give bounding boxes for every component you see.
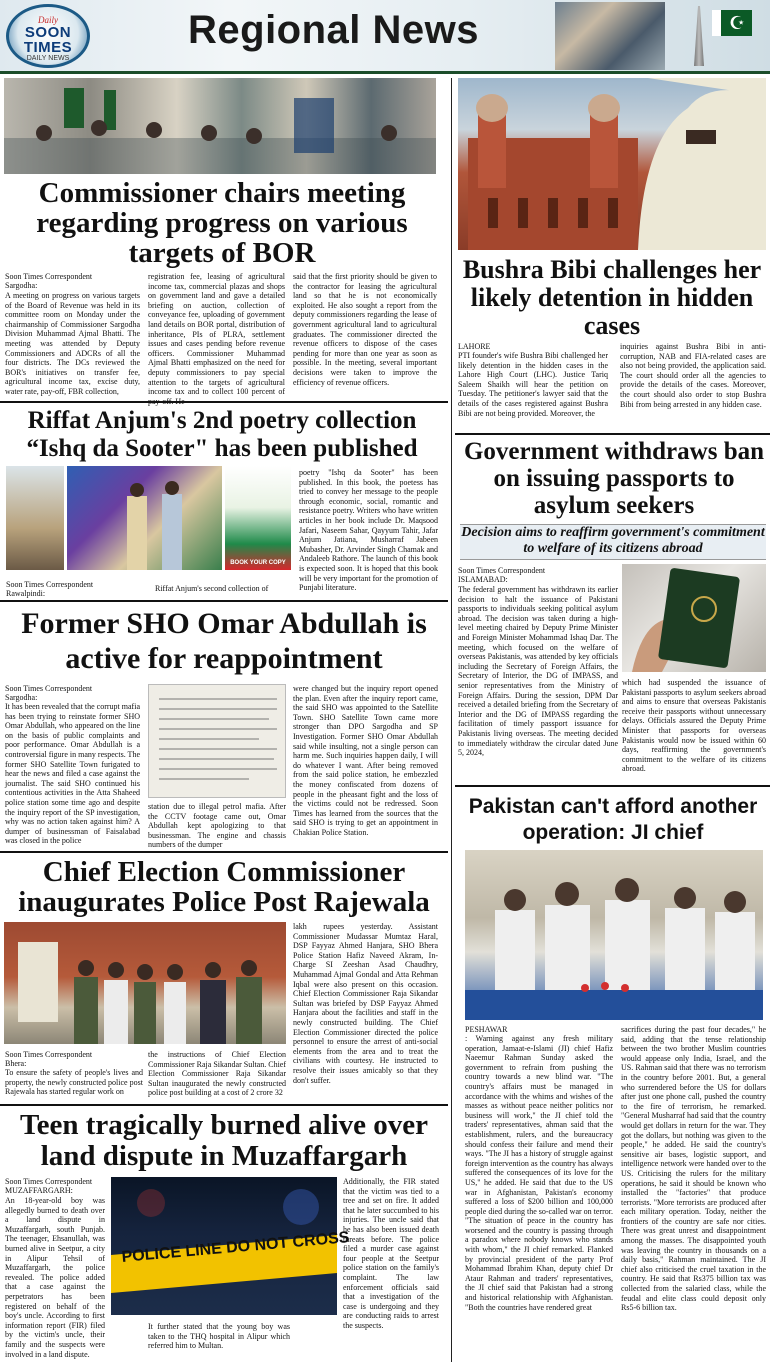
page-title: Regional News bbox=[188, 8, 480, 52]
section-rule bbox=[455, 785, 770, 787]
bushra-headline: Bushra Bibi challenges her likely detention in hidden cases bbox=[462, 255, 762, 340]
passports-headline: Government withdraws ban on issuing passports to asylum seekers bbox=[463, 438, 764, 519]
jamaat-col-2: sacrifices during the past four decades," he said, adding that the tense relationship between the two brother Muslim countries would appease only India, Israel, and the US. Rahman said that there was no terrorism in the country before 2001. But, a general who surrendered before the US for dollars after just one phone call, pushed the country to the fire of terrorism, he remarked. "General Musharraf had said that the country would get dollars in return for the war. They got the dollars, but nothing was given to the people," he added. He said the country's sensitive air bases, logistic support, and intelligence network were handed over to the US. Criticising the rulers for the military operations, he said it should be known who installed the "factories" that produce terrorists. "More terrorists are produced after each military operation. Today, neither the frontiers of the country are safe nor cities. There was great unrest and disappointment among the masses. The disappointed youth was leaving the country in thousands on a daily basis," Rahman maintained. The JI chief also criticised the cruel taxation in the country. He said that Rs375 billion tax was collected from the salaried class, while the feudal and elite class could deposit only Rs5-6 billion tax. bbox=[621, 1025, 766, 1313]
teen-col-2: It further stated that the young boy was taken to the THQ hospital in Alipur which referred him to Multan. bbox=[148, 1322, 290, 1351]
riffat-byline: Soon Times Correspondent bbox=[6, 580, 94, 589]
commissioner-meeting-photo bbox=[4, 78, 436, 174]
logo-daily-text: Daily bbox=[38, 15, 58, 25]
election-col-3: lakh rupees yesterday. Assistant Commissioner Mudassar Mumtaz Haral, DSP Fayyaz Ahmed Hanjara, SHO Bhera Police Station Hafiz Naveed Akram, In-Charge SI Zeeshan Asad Chaudhry, Muhammad Ajmal Gondal and Atta Rehman Iqbal were also present on this occasion. Chief Election Commissioner Raja Sikandar Sultan was briefed by DSP Fayyaz Ahmed Hanjara about the facilities and staff in the newly constructed building. The Chief Election Commissioner directed the police personnel to ensure the arrest of anti-social elements from the area and to treat the civilians with courtesy. He instructed to resolve their issues amicably so that they don't suffer. bbox=[293, 922, 438, 1085]
passports-byline: Soon Times Correspondent bbox=[458, 566, 546, 575]
section-rule bbox=[0, 401, 448, 403]
teen-headline: Teen tragically burned alive over land dispute in Muzaffargarh bbox=[19, 1109, 429, 1172]
sho-headline: Former SHO Omar Abdullah is active for reappointment bbox=[21, 607, 427, 675]
soon-times-logo bbox=[6, 4, 90, 68]
teen-col-3: Additionally, the FIR stated that the victim was tied to a tree and set on fire. It added that he later succumbed to his injuries. The uncle said that he has also been issued death threats before. The police filed a murder case against four people at the Seetpur police station on the family's complaint. The law enforcement officials said that a investigation of the case is undergoing and they are conducting raids to arrest the suspects. bbox=[343, 1177, 439, 1330]
commissioner-col-2: registration fee, leasing of agricultural income tax, commercial plazas and shops on government land and gave a detailed briefing on auction, collection of conveyance fee, uploading of government land details on BOR portal, distribution of inheritance, PIs of PLRA, settlement issues and cases pending before revenue officers. Commissioner Muhammad Ajmal Bhatti emphasized on the need for deputy commissioners to pay special attention to the targets of agricultural income tax and to collect 100 percent of bbox=[148, 272, 285, 397]
bushra-col-1: PTI founder's wife Bushra Bibi challenged her likely detention in the hidden cases in the Lahore High Court (LHC). Justice Tariq Saleem Shaikh will hear the petition on Tuesday. The petitioner's lawyer said that the details of the cases registered against Bushra Bibi are not being provided. Moreover, the bbox=[458, 351, 608, 418]
ji-press-conference-photo bbox=[465, 850, 763, 1020]
logo-tagline: DAILY NEWS bbox=[26, 55, 70, 62]
column-divider bbox=[451, 78, 452, 1362]
book-launch-photo bbox=[67, 466, 222, 570]
teen-dateline: MUZAFFARGARH: bbox=[5, 1186, 73, 1195]
sho-byline: Soon Times Correspondent bbox=[5, 684, 93, 693]
section-rule bbox=[0, 600, 448, 602]
inquiry-document-photo bbox=[148, 684, 286, 798]
sho-col-1: It has been revealed that the corrupt mafia has been trying to reinstate former SHO Omar Abdullah, who appeared on the line on the basis of public complaints and poor performance. Omar Abdullah is a controversial figure in many respects. The former SHO Satellite Town furigated to hear the news and filed a case against the journalist. The said SHO continued his contentious activities in the Atta Shaheed police station some time ago and despite the inquiry report of the SP investigation, why was no action taken against him? A dumper of businessman of Faisalabad was closed in the police bbox=[5, 702, 140, 846]
police-tape-text: POLICE LINE DO NOT CROSS bbox=[121, 1229, 351, 1266]
bushra-col-2: inquiries against Bushra Bibi in anti-corruption, NAB and FIA-related cases are also not being provided, the application said. The court should order all the agencies to provide the details of the cases. Moreover, the court should also order to stop Bushra Bibi from being arrested in any hidden case. bbox=[620, 342, 766, 409]
masthead-banner bbox=[0, 0, 770, 74]
election-dateline: Bhera: bbox=[5, 1059, 27, 1068]
passport-photo bbox=[622, 564, 766, 672]
pakistan-flag-icon bbox=[712, 10, 752, 36]
passports-dateline: ISLAMABAD: bbox=[458, 575, 508, 584]
poetess-photo bbox=[6, 466, 64, 570]
commissioner-col-3: said that the first priority should be given to the contractor for leasing the agricultural land so that he is not economically exploited. He also sought a report from the deputy commissioners regarding the lease of government agricultural land to agricultural graduates. The commissioner directed the revenue officers to dispose of the cases pending for more than one year as soon as possible. In the meeting, several important decisions were taken to improve the efficiency of revenue officers. bbox=[293, 272, 437, 387]
jamaat-headline: Pakistan can't afford another operation: JI chief bbox=[468, 795, 758, 844]
commissioner-dateline: Sargodha: bbox=[5, 281, 38, 290]
jamaat-dateline: PESHAWAR bbox=[465, 1025, 508, 1034]
police-post-inauguration-photo bbox=[4, 922, 286, 1044]
teen-col-1: An 18-year-old boy was allegedly burned to death over a land dispute in Muzaffargarh, south Punjab. The teenager, Ehsanullah, was burned alive in Seetpur, a city in Alipur Tehsil of Muzaffargarh, the police revealed. The police added that a case against the perpetrators has been registered on behalf of the boy's uncle. According to first information report (FIR) filed by the victim's uncle, their family and the suspects were involved in a land dispute. bbox=[5, 1196, 105, 1359]
commissioner-col-1: A meeting on progress on various targets of the Board of Revenue was held in its committee room on Monday under the chairmanship of Commissioner Sargodha Division Muhammad Ajmal Bhatti. The meeting was attended by Deputy Commissioners and ADCRs of all the four districts. The DCs reviewed the BOR's initiatives on transfer fee, agricultural income tax, excise duty, water rate, pay-off, FBR collection, bbox=[5, 291, 140, 396]
book-cover-text: BOOK YOUR COPY bbox=[230, 560, 286, 566]
commissioner-headline: Commissioner chairs meeting regarding progress on various targets of BOR bbox=[36, 177, 408, 269]
minar-icon bbox=[694, 6, 704, 66]
sho-col-2: station due to illegal petrol mafia. After the CCTV footage came out, Omar Abdullah kept apologizing to that businessman. The engine and chassis numbers of the dumper bbox=[148, 802, 286, 850]
riffat-caption: Riffat Anjum's second collection of bbox=[155, 584, 269, 593]
bushra-dateline: LAHORE bbox=[458, 342, 491, 351]
election-col-2: the instructions of Chief Election Commissioner Raja Sikandar Sultan. Chief Election Commissioner Raja Sikandar Sultan inaugurated the newly constructed police post building at a cost of 2 crore 32 bbox=[148, 1050, 286, 1098]
jamaat-col-1: : Warning against any fresh military operation, Jamaat-e-Islami (JI) chief Hafiz Naeemur Rahman Sunday asked the government to refrain from pushing the country towards a new blind war. "The country's affairs must be managed in accordance with the whims and wishes of the masses as without peace neither politics nor business will work," the JI chief told the traders' representatives, ahman said that the establishment, rulers, and the bureaucracy should confess their failure and mend their ways. "The JI has a history of struggle against foreign intervention as the country has always suffered the consequences of its love for the US," he added. He said that due to the US war in Afghanistan, Pakistan's economy suffered a loss of $200 billion and 100,000 people died during the so-called war on terror. "The situation of peace in the country has worsened and the country is passing through a paradox where nobody knows who stands with whom," the JI chief remarked. Flanked by provincial president of the party Prof Mohammad Ibrahim Khan, deputy chief Dr Ataur Rahman and traders' representatives, the JI chief said that Pakistan had a strong and historical relationship with Afghanistan. "Both the countries have rendered great bbox=[465, 1034, 613, 1312]
lhc-building-photo bbox=[458, 78, 766, 250]
section-rule bbox=[0, 851, 448, 853]
police-tape-photo bbox=[111, 1177, 351, 1315]
commissioner-byline: Soon Times Correspondent bbox=[5, 272, 93, 281]
election-headline: Chief Election Commissioner inaugurates Police Post Rajewala bbox=[18, 856, 430, 918]
election-col-1: To ensure the safety of people's lives and property, the newly constructed police post Rajewala has started regular work on bbox=[5, 1068, 143, 1097]
election-byline: Soon Times Correspondent bbox=[5, 1050, 93, 1059]
logo-name: SOON TIMES bbox=[23, 24, 73, 56]
passports-col-1: The federal government has withdrawn its earlier decision to halt the issuance of Pakistani passports to individuals seeking political asylum abroad. The decision was taken during a high-level meeting chaired by Deputy Prime Minister and Foreign Minister Mohammad Ishaq Dar. The meeting, which focused on the welfare of overseas Pakistanis, was attended by key officials including the Secretary of Foreign Affairs, the Secretary of Interior, the DG of IMPASS, and senior representatives from the Ministry of Foreign Affairs. During the session, DPM Dar received a detailed briefing from the Secretary of Interior and the DG of IMPASS regarding the facilitation of timely passport issuance for Pakistanis living overseas. The meeting decided to immediately withdraw the circular dated June 5, 2024, bbox=[458, 585, 618, 758]
riffat-headline: Riffat Anjum's 2nd poetry collection “Ishq da Sooter" has been published bbox=[26, 407, 418, 462]
passports-col-2: which had suspended the issuance of Pakistani passports to asylum seekers abroad and aims to ensure that overseas Pakistanis receive their passports without unnecessary delays. Officials assured the Deputy Prime Minister that passports for overseas Pakistanis would now be issued within 60 days, reaffirming the government's commitment to the welfare of its citizens abroad. bbox=[622, 678, 766, 774]
riffat-col: poetry "Ishq da Sooter" has been published. In this book, the poetess has tried to convey her message to the people through economic, social, romantic and resistance poetry. Writers who have written articles in her book include Dr. Maqsood Jafari, Naseem Sahar, Qayyum Tahir, Jafar Anjum Jatiana, Musharraf Jabeen Mubasher, Dr. Arvinder Singh Chamak and Andaleeb Rathore. The launch of this book is expected soon. It is hoped that this book will be very important for the promotion of Punjabi literature. bbox=[299, 468, 438, 593]
teen-byline: Soon Times Correspondent bbox=[5, 1177, 93, 1186]
passports-deck: Decision aims to reaffirm government's commitment to welfare of its citizens abroad bbox=[460, 524, 766, 560]
header-photo-collage bbox=[555, 2, 665, 70]
riffat-dateline: Rawalpindi: bbox=[6, 589, 46, 598]
sho-dateline: Sargodha: bbox=[5, 693, 38, 702]
sho-col-3: were changed but the inquiry report opened the plan. Even after the inquiry report came, the said SHO was appointed to the Satellite Town. SHO Satellite Town came more stronger than DPO Sargodha and SP Investigation. Former SHO Omar Abdullah said while insulting, not a single person can harm me. Such inquiries happen daily, I will do whatever I want. After being removed from the said police station, he embezzled the money confiscated from dozens of people in the pheasant fight and the loss of the victims could not be redressed. Soon Times has learned from the sources that the said SHO is trying to get an appointment in Chakian Police Station. bbox=[293, 684, 438, 837]
book-cover-image bbox=[225, 466, 291, 570]
section-rule bbox=[0, 1104, 448, 1106]
section-rule bbox=[455, 433, 770, 435]
